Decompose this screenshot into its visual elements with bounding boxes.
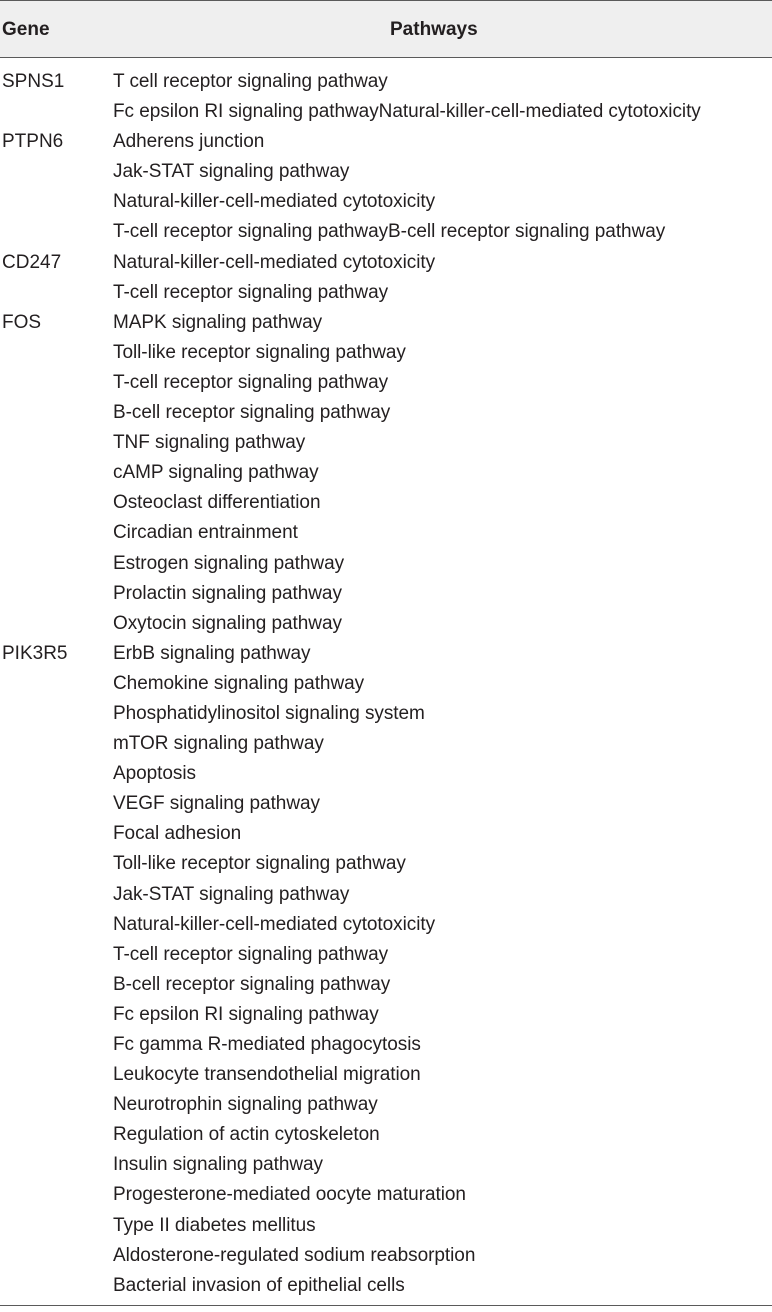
column-header-pathways: Pathways bbox=[390, 19, 478, 40]
pathway-cell: Toll-like receptor signaling pathway bbox=[113, 341, 406, 363]
table-row bbox=[0, 819, 772, 849]
table-row bbox=[0, 759, 772, 789]
table-row bbox=[0, 1090, 772, 1120]
pathway-cell: Toll-like receptor signaling pathway bbox=[113, 853, 406, 875]
table-row bbox=[0, 729, 772, 759]
table-header-row bbox=[0, 0, 772, 58]
pathway-cell: Fc gamma R-mediated phagocytosis bbox=[113, 1034, 421, 1055]
table-row bbox=[0, 1030, 772, 1060]
table-row bbox=[0, 187, 772, 217]
table-row bbox=[0, 278, 772, 308]
table-bottom-rule bbox=[0, 1305, 772, 1306]
pathway-cell: B-cell receptor signaling pathway bbox=[113, 402, 391, 424]
table-row bbox=[0, 308, 772, 338]
table-row bbox=[0, 368, 772, 398]
pathway-cell: T cell receptor signaling pathway bbox=[113, 71, 388, 92]
table-row bbox=[0, 398, 772, 428]
table-row bbox=[0, 338, 772, 368]
table-row bbox=[0, 1211, 772, 1241]
pathway-cell: Neurotrophin signaling pathway bbox=[113, 1094, 378, 1116]
pathway-cell: T-cell receptor signaling pathway bbox=[113, 371, 389, 393]
table-row bbox=[0, 1271, 772, 1301]
pathway-cell: Natural-killer-cell-mediated cytotoxicity bbox=[113, 251, 436, 273]
table-row bbox=[0, 639, 772, 669]
pathway-cell: Bacterial invasion of epithelial cells bbox=[113, 1274, 405, 1296]
table-row bbox=[0, 579, 772, 609]
pathway-cell: Insulin signaling pathway bbox=[113, 1154, 323, 1176]
pathway-cell: Natural-killer-cell-mediated cytotoxicity bbox=[113, 191, 436, 213]
pathway-cell: Apoptosis bbox=[113, 763, 196, 785]
table-row bbox=[0, 1000, 772, 1030]
pathway-cell: MAPK signaling pathway bbox=[113, 311, 323, 333]
pathway-cell: Progesterone-mediated oocyte maturation bbox=[113, 1184, 466, 1206]
table-row bbox=[0, 428, 772, 458]
pathway-cell: T-cell receptor signaling pathway bbox=[113, 281, 389, 303]
pathway-cell: Chemokine signaling pathway bbox=[113, 672, 365, 694]
table-row bbox=[0, 1180, 772, 1210]
table-row bbox=[0, 549, 772, 579]
table-row bbox=[0, 1241, 772, 1271]
pathway-cell: Jak-STAT signaling pathway bbox=[113, 161, 350, 183]
pathway-cell: TNF signaling pathway bbox=[113, 432, 306, 454]
table-row bbox=[0, 518, 772, 548]
pathway-cell: Circadian entrainment bbox=[113, 522, 298, 544]
column-header-gene: Gene bbox=[2, 19, 50, 40]
pathway-cell: Type II diabetes mellitus bbox=[113, 1214, 316, 1236]
pathway-cell: B-cell receptor signaling pathway bbox=[113, 973, 391, 995]
table-row bbox=[0, 699, 772, 729]
table-row bbox=[0, 67, 772, 97]
gene-cell: FOS bbox=[2, 311, 42, 333]
pathway-cell: Regulation of actin cytoskeleton bbox=[113, 1124, 380, 1146]
table-row bbox=[0, 97, 772, 127]
pathway-cell: mTOR signaling pathway bbox=[113, 733, 324, 755]
table-row bbox=[0, 488, 772, 518]
table-row bbox=[0, 1060, 772, 1090]
pathway-cell: Leukocyte transendothelial migration bbox=[113, 1064, 421, 1086]
table-row bbox=[0, 1150, 772, 1180]
pathway-cell: Aldosterone-regulated sodium reabsorption bbox=[113, 1244, 476, 1266]
pathway-cell: Adherens junction bbox=[113, 131, 265, 153]
table-row bbox=[0, 248, 772, 278]
table-row bbox=[0, 970, 772, 1000]
pathway-cell: Natural-killer-cell-mediated cytotoxicity bbox=[113, 913, 436, 935]
gene-cell: CD247 bbox=[2, 251, 62, 273]
table-row bbox=[0, 669, 772, 699]
gene-cell: PTPN6 bbox=[2, 131, 64, 153]
pathway-cell: Phosphatidylinositol signaling system bbox=[113, 702, 425, 724]
table-row bbox=[0, 880, 772, 910]
pathway-cell: VEGF signaling pathway bbox=[113, 793, 320, 815]
pathway-cell: Focal adhesion bbox=[113, 823, 242, 845]
table-row bbox=[0, 910, 772, 940]
pathway-cell: Estrogen signaling pathway bbox=[113, 552, 345, 574]
table-row bbox=[0, 157, 772, 187]
table-row bbox=[0, 458, 772, 488]
table-body bbox=[0, 67, 772, 1301]
table-row bbox=[0, 609, 772, 639]
pathway-cell: Osteoclast differentiation bbox=[113, 492, 321, 514]
table-row bbox=[0, 127, 772, 157]
table-row bbox=[0, 789, 772, 819]
table-row bbox=[0, 940, 772, 970]
table-row bbox=[0, 849, 772, 879]
table-row bbox=[0, 217, 772, 247]
pathway-cell: Fc epsilon RI signaling pathwayNatural-killer-cell-mediated cytotoxicity bbox=[113, 101, 701, 123]
pathway-cell: Jak-STAT signaling pathway bbox=[113, 883, 350, 905]
gene-cell: PIK3R5 bbox=[2, 642, 68, 664]
table-row bbox=[0, 1120, 772, 1150]
pathway-cell: Fc epsilon RI signaling pathway bbox=[113, 1003, 379, 1025]
pathway-cell: Oxytocin signaling pathway bbox=[113, 612, 342, 634]
pathway-cell: T-cell receptor signaling pathwayB-cell receptor signaling pathway bbox=[113, 221, 666, 243]
gene-cell: SPNS1 bbox=[2, 71, 65, 92]
pathway-cell: ErbB signaling pathway bbox=[113, 642, 311, 664]
pathway-cell: Prolactin signaling pathway bbox=[113, 582, 342, 604]
pathway-cell: T-cell receptor signaling pathway bbox=[113, 943, 389, 965]
pathway-cell: cAMP signaling pathway bbox=[113, 462, 319, 484]
